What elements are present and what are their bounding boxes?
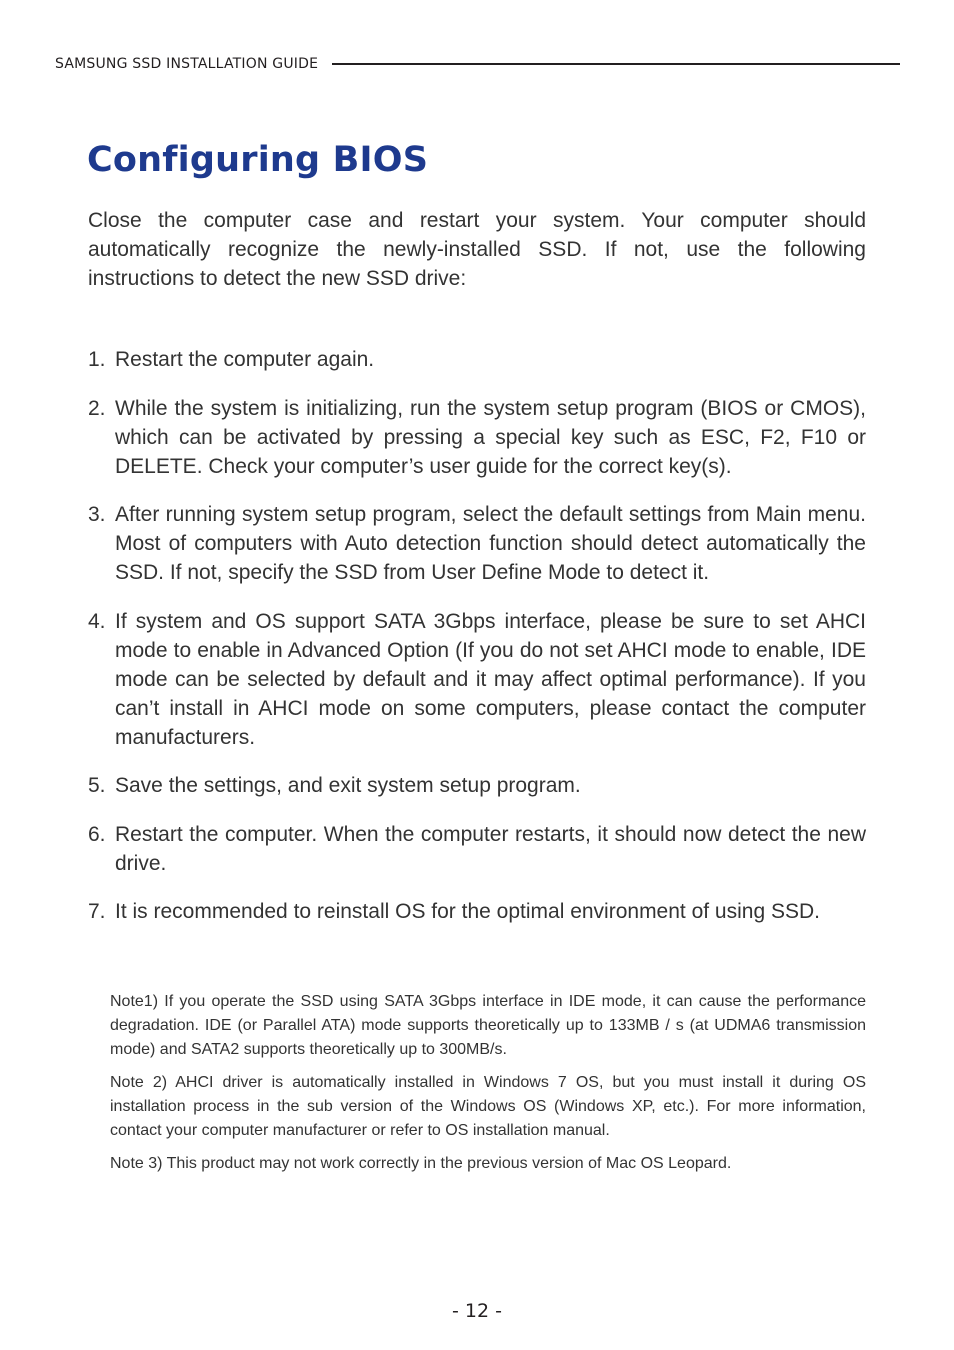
- step-item: [88, 500, 866, 587]
- page-number: - 12 -: [452, 1300, 502, 1322]
- notes-section: [110, 990, 866, 1185]
- step-number: 6.: [88, 822, 106, 846]
- step-item: [88, 394, 866, 481]
- intro-paragraph: Close the computer case and restart your system. Your computer should automatically recognize the newly-installed SSD. If not, use the following instructions to detect the new SSD drive:: [88, 209, 866, 290]
- step-number: 1.: [88, 348, 106, 371]
- step-text: If system and OS support SATA 3Gbps interface, please be sure to set AHCI mode to enable in Advanced Option (If you do not set AHCI mode to enable, IDE mode can be selected by default and it may affect optimal performance). If you can’t install in AHCI mode on some computers, please contact the computer manufacturers.: [115, 609, 866, 749]
- step-item: [88, 897, 866, 926]
- step-text: It is recommended to reinstall OS for the optimal environment of using SSD.: [115, 900, 820, 923]
- step-item: [88, 820, 866, 878]
- step-number: 4.: [88, 609, 106, 633]
- header-title: SAMSUNG SSD INSTALLATION GUIDE: [55, 56, 319, 72]
- note-3: Note 3) This product may not work correctly in the previous version of Mac OS Leopard.: [110, 1155, 732, 1172]
- steps-list: [88, 345, 866, 946]
- step-number: 5.: [88, 774, 106, 797]
- step-item: [88, 771, 866, 800]
- note-1: Note1) If you operate the SSD using SATA 3Gbps interface in IDE mode, it can cause the performance degradation. IDE (or Parallel ATA) mode supports theoretically up to 133MB / s (at UDMA6 transmission mode) and SATA2 supports theoretically up to 300MB/s.: [110, 993, 866, 1058]
- page-header: [55, 53, 900, 75]
- step-item: [88, 607, 866, 752]
- step-number: 3.: [88, 503, 106, 526]
- step-text: While the system is initializing, run the system setup program (BIOS or CMOS), which can be activated by pressing a special key such as ESC, F2, F10 or DELETE. Check your computer’s user guide for the correct key(s).: [115, 396, 866, 478]
- step-text: Restart the computer again.: [115, 348, 375, 371]
- step-text: After running system setup program, select the default settings from Main menu. Most of computers with Auto detection function should detect automatically the SSD. If not, specify the SSD from User Define Mode to detect it.: [115, 503, 866, 584]
- step-text: Restart the computer. When the computer restarts, it should now detect the new drive.: [115, 822, 866, 875]
- header-rule: [332, 63, 900, 65]
- note-2: Note 2) AHCI driver is automatically installed in Windows 7 OS, but you must install it during OS installation process in the sub version of the Windows OS (Windows XP, etc.). For more information, contact your computer manufacturer or refer to OS installation manual.: [110, 1074, 866, 1139]
- step-number: 2.: [88, 396, 106, 420]
- page-title: Configuring BIOS: [87, 140, 429, 180]
- step-number: 7.: [88, 900, 106, 923]
- step-item: [88, 345, 866, 374]
- step-text: Save the settings, and exit system setup program.: [115, 774, 581, 797]
